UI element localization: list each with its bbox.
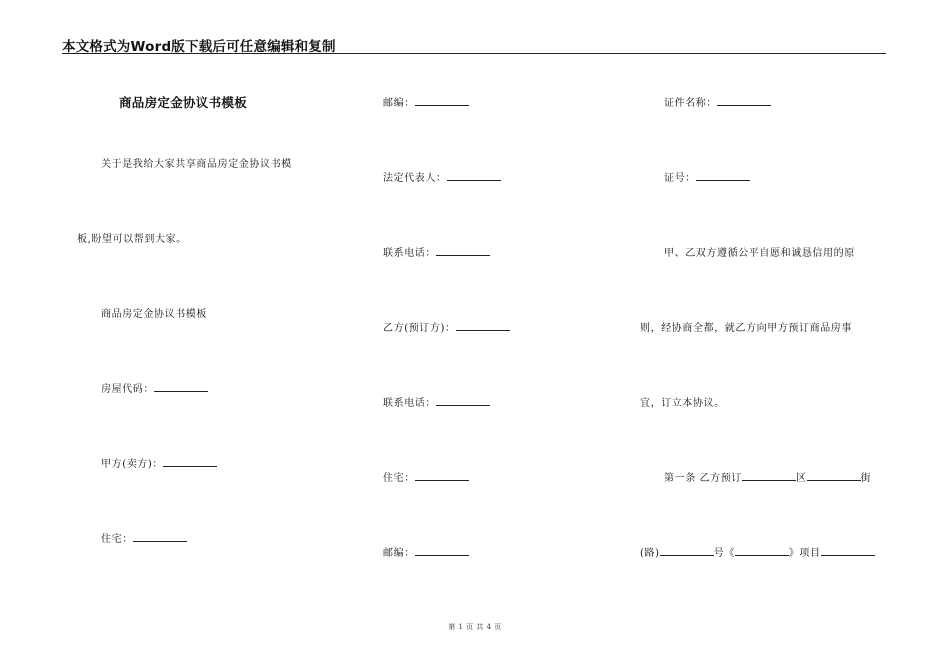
cert-no-field [664, 169, 750, 184]
house-code-field [101, 380, 208, 395]
article-1-line-2 [640, 544, 875, 559]
road-label: (路) [640, 548, 660, 559]
address-field-2 [383, 469, 469, 484]
cert-no-label: 证号： [664, 173, 696, 184]
phone-field-2 [383, 394, 490, 409]
page-footer: 第 1 页 共 4 页 [448, 623, 502, 631]
party-b-blank [456, 320, 510, 331]
number-label: 号《 [713, 548, 735, 559]
street-label: 街 [860, 473, 872, 484]
cert-name-blank [717, 95, 771, 106]
postcode-blank-2 [415, 545, 469, 556]
paragraph-line-1: 甲、乙双方遵循公平自愿和诚恳信用的原 [664, 248, 855, 259]
banner-text: 本文格式为Word版下载后可任意编辑和复制 [62, 39, 336, 55]
article-1-label: 第一条 乙方预订 [664, 473, 742, 484]
district-label: 区 [795, 473, 807, 484]
postcode-label-2: 邮编： [383, 548, 415, 559]
party-b-field [383, 319, 510, 334]
phone-blank-1 [436, 245, 490, 256]
phone-label-2: 联系电话： [383, 398, 436, 409]
phone-field-1 [383, 244, 490, 259]
phone-label-1: 联系电话： [383, 248, 436, 259]
legal-rep-field [383, 169, 501, 184]
article-1-blank-1 [742, 470, 796, 481]
house-code-blank [154, 381, 208, 392]
party-a-blank [163, 456, 217, 467]
house-code-label: 房屋代码： [101, 384, 154, 395]
party-a-label: 甲方(卖方)： [101, 459, 164, 470]
intro-line-2: 板,盼望可以帮到大家。 [77, 234, 187, 245]
legal-rep-label: 法定代表人： [383, 173, 447, 184]
postcode-field-1 [383, 94, 469, 109]
postcode-blank-1 [415, 95, 469, 106]
address-label-1: 住宅： [101, 534, 133, 545]
project-label: 》项目 [788, 548, 821, 559]
party-b-label: 乙方(预订方)： [383, 323, 456, 334]
article-1-line-1 [664, 469, 871, 484]
subtitle: 商品房定金协议书模板 [101, 309, 207, 320]
address-label-2: 住宅： [383, 473, 415, 484]
article-1-blank-3 [660, 545, 714, 556]
address-blank-1 [133, 531, 187, 542]
postcode-label-1: 邮编： [383, 98, 415, 109]
article-1-blank-2 [807, 470, 861, 481]
document-title: 商品房定金协议书模板 [119, 95, 248, 110]
article-1-blank-4 [735, 545, 789, 556]
address-blank-2 [415, 470, 469, 481]
phone-blank-2 [436, 395, 490, 406]
cert-name-field [664, 94, 771, 109]
intro-line-1: 关于是我给大家共享商品房定金协议书模 [101, 159, 292, 170]
legal-rep-blank [447, 170, 501, 181]
paragraph-line-2: 则，经协商全都，就乙方向甲方预订商品房事 [640, 323, 852, 334]
cert-name-label: 证件名称： [664, 98, 717, 109]
article-1-blank-5 [821, 545, 875, 556]
party-a-field [101, 455, 217, 470]
address-field-1 [101, 530, 187, 545]
postcode-field-2 [383, 544, 469, 559]
paragraph-line-3: 宜，订立本协议。 [640, 398, 725, 409]
cert-no-blank [696, 170, 750, 181]
document-banner [62, 33, 886, 54]
